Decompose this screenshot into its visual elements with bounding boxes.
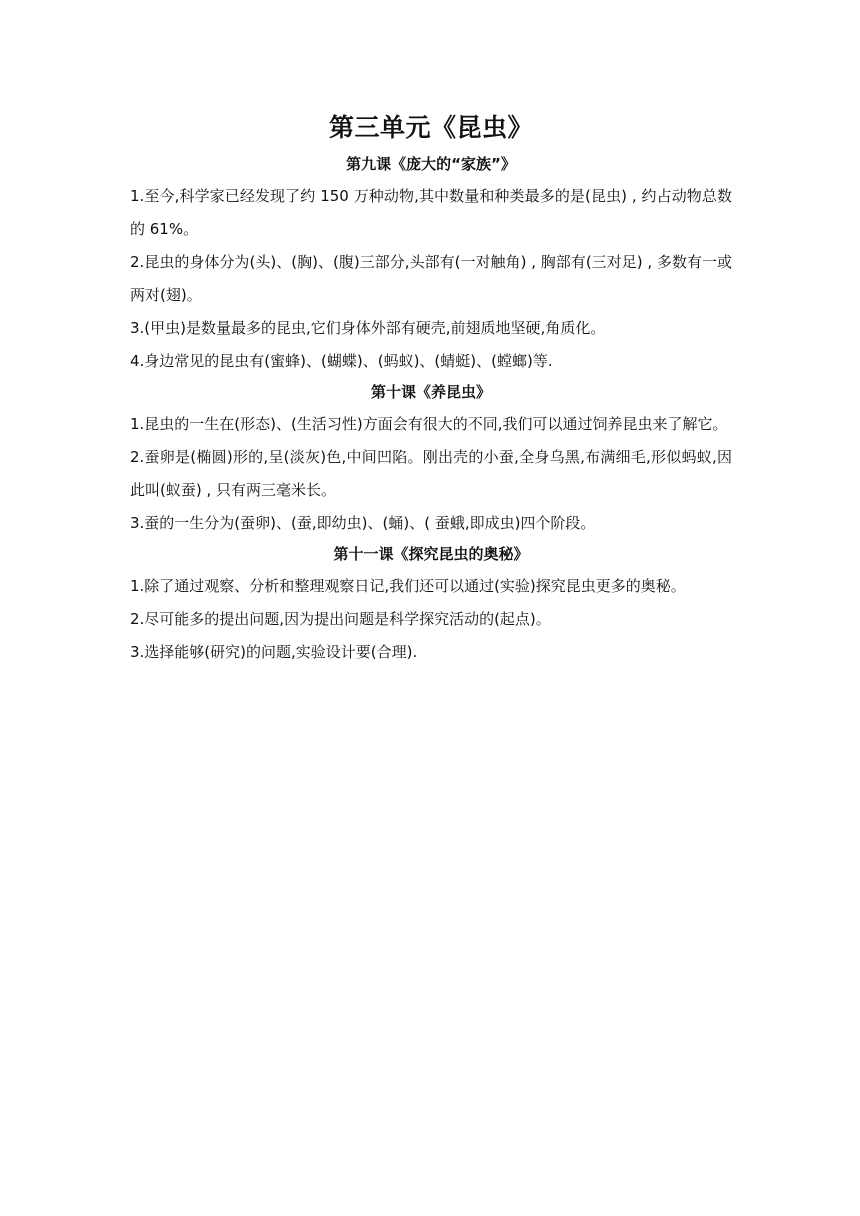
lesson-paragraph: 1.除了通过观察、分析和整理观察日记,我们还可以通过(实验)探究昆虫更多的奥秘。 <box>130 577 686 595</box>
lesson-paragraph: 2.昆虫的身体分为(头)、(胸)、(腹)三部分,头部有(一对触角) , 胸部有(三对足) , 多数有一或两对(翅)。 <box>130 253 732 304</box>
lesson-paragraph: 4.身边常见的昆虫有(蜜蜂)、(蝴蝶)、(蚂蚁)、(蜻蜓)、(螳螂)等. <box>130 352 553 370</box>
lesson-paragraph: 2.尽可能多的提出问题,因为提出问题是科学探究活动的(起点)。 <box>130 610 551 628</box>
document-body <box>130 110 732 671</box>
lesson-paragraph: 3.蚕的一生分为(蚕卵)、(蚕,即幼虫)、(蛹)、( 蚕蛾,即成虫)四个阶段。 <box>130 514 596 532</box>
lesson-title: 第十一课《探究昆虫的奥秘》 <box>333 545 529 563</box>
lesson-title: 第九课《庞大的“家族”》 <box>346 155 516 173</box>
lesson-paragraph: 3.(甲虫)是数量最多的昆虫,它们身体外部有硬壳,前翅质地坚硬,角质化。 <box>130 319 606 337</box>
lesson-10 <box>130 380 732 540</box>
lesson-title: 第十课《养昆虫》 <box>370 383 491 401</box>
lesson-9 <box>130 152 732 378</box>
lesson-paragraph: 2.蚕卵是(椭圆)形的,呈(淡灰)色,中间凹陷。刚出壳的小蚕,全身乌黑,布满细毛,形似蚂蚁,因此叫(蚁蚕) , 只有两三毫米长。 <box>130 448 732 499</box>
lesson-paragraph: 1.昆虫的一生在(形态)、(生活习性)方面会有很大的不同,我们可以通过饲养昆虫来了解它。 <box>130 415 728 433</box>
lesson-paragraph: 3.选择能够(研究)的问题,实验设计要(合理). <box>130 643 418 661</box>
lesson-11 <box>130 542 732 669</box>
unit-title: 第三单元《昆虫》 <box>328 113 533 142</box>
lesson-paragraph: 1.至今,科学家已经发现了约 150 万种动物,其中数量和种类最多的是(昆虫) , 约占动物总数的 61%。 <box>130 187 732 238</box>
